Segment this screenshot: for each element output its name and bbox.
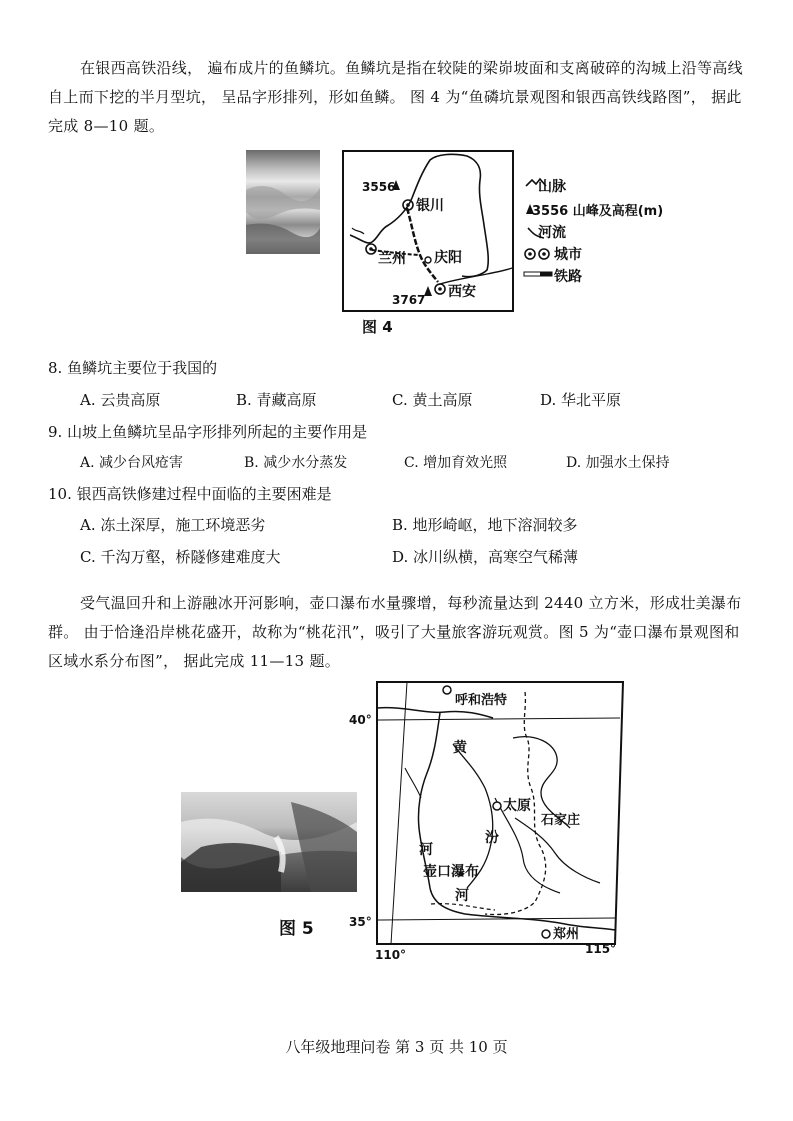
- label-huang: 黄: [453, 740, 467, 756]
- q8-option-d[interactable]: D. 华北平原: [540, 391, 622, 409]
- q10-option-c[interactable]: C. 千沟万壑，桥隧修建难度大: [80, 548, 281, 566]
- figure4-caption: 图 4: [362, 318, 393, 336]
- label-fen: 汾: [485, 830, 499, 846]
- lon-label-110: 110°: [375, 948, 407, 960]
- figure5-map: [345, 678, 625, 960]
- city-icon: [525, 249, 549, 259]
- city-icon: [493, 802, 501, 810]
- q8-option-b[interactable]: B. 青藏高原: [236, 391, 317, 409]
- fish-scale-pit-photo: [246, 150, 320, 254]
- city-label-qingyang: 庆阳: [434, 250, 462, 266]
- intro-paragraph-1: 在银西高铁沿线， 遍布成片的鱼鳞坑。鱼鳞坑是指在较陡的梁峁坡面和支离破碎的沟城上沿等高线自上而下挖的半月型坑， 呈品字形排列，形如鱼鳞。 图 4 为“鱼磷坑景观图和银西高铁线路图”， 据此完成 8—10 题。: [48, 59, 743, 135]
- q9-option-a[interactable]: A. 减少台风疮害: [80, 455, 184, 471]
- q9-option-c[interactable]: C. 增加育效光照: [404, 455, 508, 471]
- legend-city: 城市: [554, 247, 582, 263]
- legend-river: 河流: [538, 225, 566, 241]
- figure4-map: [342, 150, 514, 312]
- q10-option-b[interactable]: B. 地形崎岖，地下溶洞较多: [392, 516, 578, 534]
- label-hukou: 壶口瀑布: [423, 864, 479, 880]
- q9-option-d[interactable]: D. 加强水土保持: [566, 455, 670, 471]
- label-zhengzhou: 郑州: [553, 927, 580, 942]
- peak-label-2: 3767: [392, 293, 426, 307]
- figure4-legend: [522, 176, 664, 286]
- label-he-1: 河: [419, 842, 433, 858]
- lat-label-40: 40°: [349, 713, 372, 727]
- label-hohhot: 呼和浩特: [455, 693, 508, 708]
- lat-label-35: 35°: [349, 915, 372, 929]
- city-label-xian: 西安: [448, 284, 476, 300]
- q10-option-d[interactable]: D. 冰川纵横，高寒空气稀薄: [392, 548, 579, 566]
- legend-railway: 铁路: [554, 269, 582, 285]
- figure5-caption: 图 5: [279, 919, 314, 939]
- label-shijiazhuang: 石家庄: [541, 813, 581, 828]
- legend-mountain: 山脉: [538, 179, 566, 195]
- q10-option-a[interactable]: A. 冻土深厚，施工环境恶劣: [80, 516, 266, 534]
- question-10-stem: 10. 银西高铁修建过程中面临的主要困难是: [48, 485, 332, 503]
- hukou-waterfall-photo: [181, 792, 357, 892]
- question-9-stem: 9. 山坡上鱼鳞坑呈品字形排列所起的主要作用是: [48, 423, 368, 441]
- peak-label-1: 3556: [362, 180, 396, 194]
- q9-option-b[interactable]: B. 减少水分蒸发: [244, 455, 348, 471]
- q8-option-c[interactable]: C. 黄土高原: [392, 391, 473, 409]
- q8-option-a[interactable]: A. 云贵高原: [80, 391, 161, 409]
- city-label-lanzhou: 兰州: [378, 251, 406, 267]
- lon-label-115: 115°: [585, 942, 617, 956]
- question-8-stem: 8. 鱼鳞坑主要位于我国的: [48, 359, 218, 377]
- city-label-yinchuan: 银川: [416, 198, 444, 214]
- legend-peak: 3556 山峰及高程(m): [532, 204, 664, 219]
- city-icon: [542, 930, 550, 938]
- railway-icon: [524, 272, 552, 276]
- page-footer: 八年级地理问卷 第 3 页 共 10 页: [285, 1038, 508, 1056]
- city-icon: [443, 686, 451, 694]
- label-taiyuan: 太原: [503, 798, 531, 814]
- intro-paragraph-2: 受气温回升和上游融冰开河影响，壶口瀑布水量骤增，每秒流量达到 2440 立方米，形成壮美瀑布群。 由于恰逢沿岸桃花盛开，故称为“桃花汛”，吸引了大量旅客游玩观赏。图 5 为“壶口瀑布景观图和区域水系分布图”， 据此完成 11—13 题。: [48, 594, 742, 670]
- label-he-2: 河: [455, 888, 469, 904]
